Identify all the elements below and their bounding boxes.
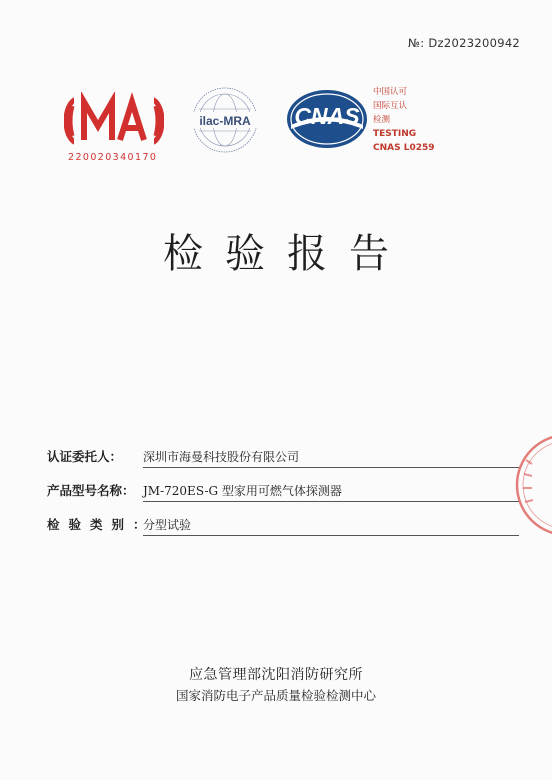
field-value: JM-720ES-G 型家用可燃气体探测器 [143, 484, 342, 498]
report-title: 检验报告 [163, 231, 411, 277]
issuer-name: 应急管理部沈阳消防研究所 [189, 667, 363, 683]
field-product [47, 466, 519, 500]
cnas-line: TESTING [373, 129, 417, 139]
field-value: 深圳市海曼科技股份有限公司 [143, 450, 300, 464]
cnas-line: CNAS L0259 [373, 143, 435, 153]
cnas-line: 中国认可 [373, 87, 408, 97]
svg-text:ilac-MRA: ilac-MRA [199, 114, 251, 128]
field-label: 检验类别： [47, 517, 155, 532]
cnas-line: 国际互认 [373, 101, 408, 111]
field-value: 分型试验 [143, 518, 192, 532]
field-underline [143, 535, 519, 536]
report-number: №: Dz2023200942 [408, 36, 521, 50]
field-label: 产品型号名称： [47, 483, 135, 498]
report-fields [47, 432, 519, 534]
certification-logos [0, 85, 552, 165]
field-label: 认证委托人： [47, 449, 123, 464]
field-test-type [47, 500, 519, 534]
cnas-line: 检测 [373, 115, 391, 125]
ilac-mra-logo [190, 85, 260, 155]
svg-text:CNAS: CNAS [294, 103, 360, 129]
field-client [47, 432, 519, 466]
official-seal [512, 430, 552, 540]
cnas-logo [285, 87, 369, 151]
cnas-text-block [373, 85, 435, 155]
cma-logo [64, 92, 164, 150]
cma-code: 220020340170 [68, 152, 158, 163]
issuer-center: 国家消防电子产品质量检验检测中心 [175, 688, 376, 703]
